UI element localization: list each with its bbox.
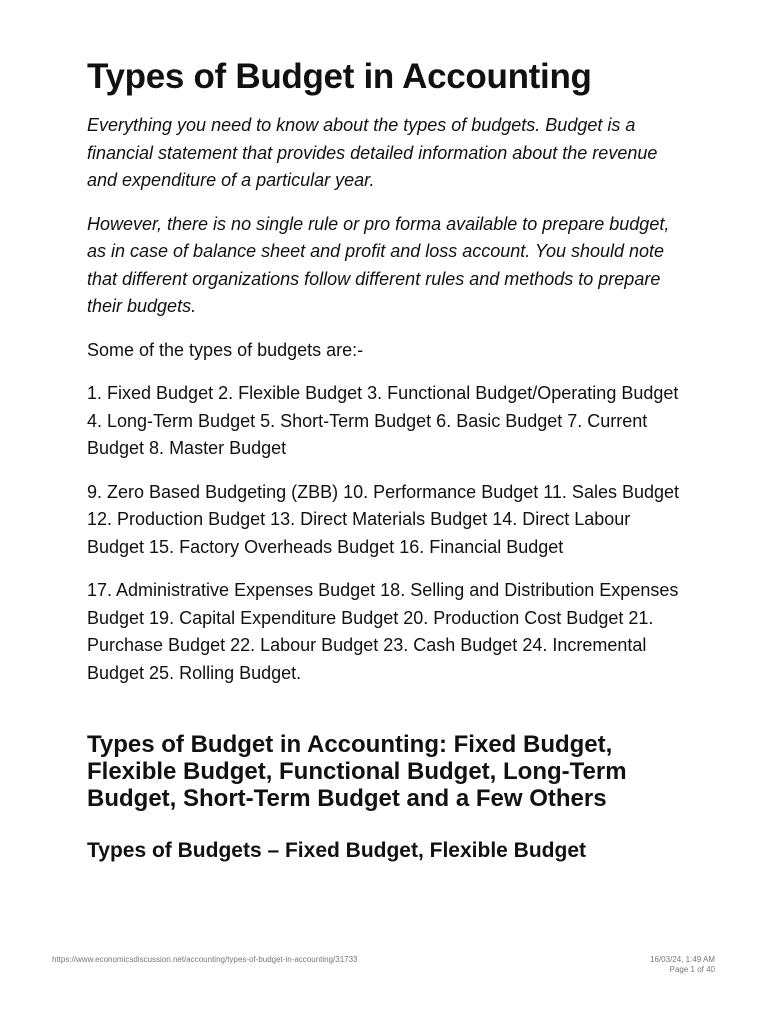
budget-list-paragraph: 1. Fixed Budget 2. Flexible Budget 3. Functional Budget/Operating Budget 4. Long-Term Budget 5. Short-Term Budget 6. Basic Budget 7. Current Budget 8. Master Budget (87, 383, 679, 458)
footer-timestamp: 16/03/24, 1:49 AM (650, 955, 715, 964)
list-lead: Some of the types of budgets are:- (87, 339, 364, 360)
section-heading: Types of Budget in Accounting: Fixed Budget, Flexible Budget, Functional Budget, Long-Term Budget, Short-Term Budget and a Few Others (87, 731, 627, 812)
footer-meta (650, 955, 715, 975)
budget-list-paragraph: 17. Administrative Expenses Budget 18. Selling and Distribution Expenses Budget 19. Capital Expenditure Budget 20. Production Cost Budget 21. Purchase Budget 22. Labour Budget 23. Cash Budget 24. Incremental Budget 25. Rolling Budget. (87, 580, 679, 683)
subsection-heading: Types of Budgets – Fixed Budget, Flexible Budget (87, 839, 586, 862)
footer-url[interactable]: https://www.economicsdiscussion.net/accounting/types-of-budget-in-accounting/31733 (52, 955, 358, 964)
intro-paragraph: However, there is no single rule or pro forma available to prepare budget, as in case of balance sheet and profit and loss account. You should note that different organizations follow different rules and methods to prepare their budgets. (87, 213, 670, 316)
intro-paragraph: Everything you need to know about the types of budgets. Budget is a financial statement that provides detailed information about the revenue and expenditure of a particular year. (87, 115, 658, 190)
page-title: Types of Budget in Accounting (87, 57, 592, 96)
article (87, 56, 687, 864)
budget-list-paragraph: 9. Zero Based Budgeting (ZBB) 10. Performance Budget 11. Sales Budget 12. Production Budget 13. Direct Materials Budget 14. Direct Labour Budget 15. Factory Overheads Budget 16. Financial Budget (87, 481, 680, 557)
footer-page-number: Page 1 of 40 (669, 965, 715, 974)
